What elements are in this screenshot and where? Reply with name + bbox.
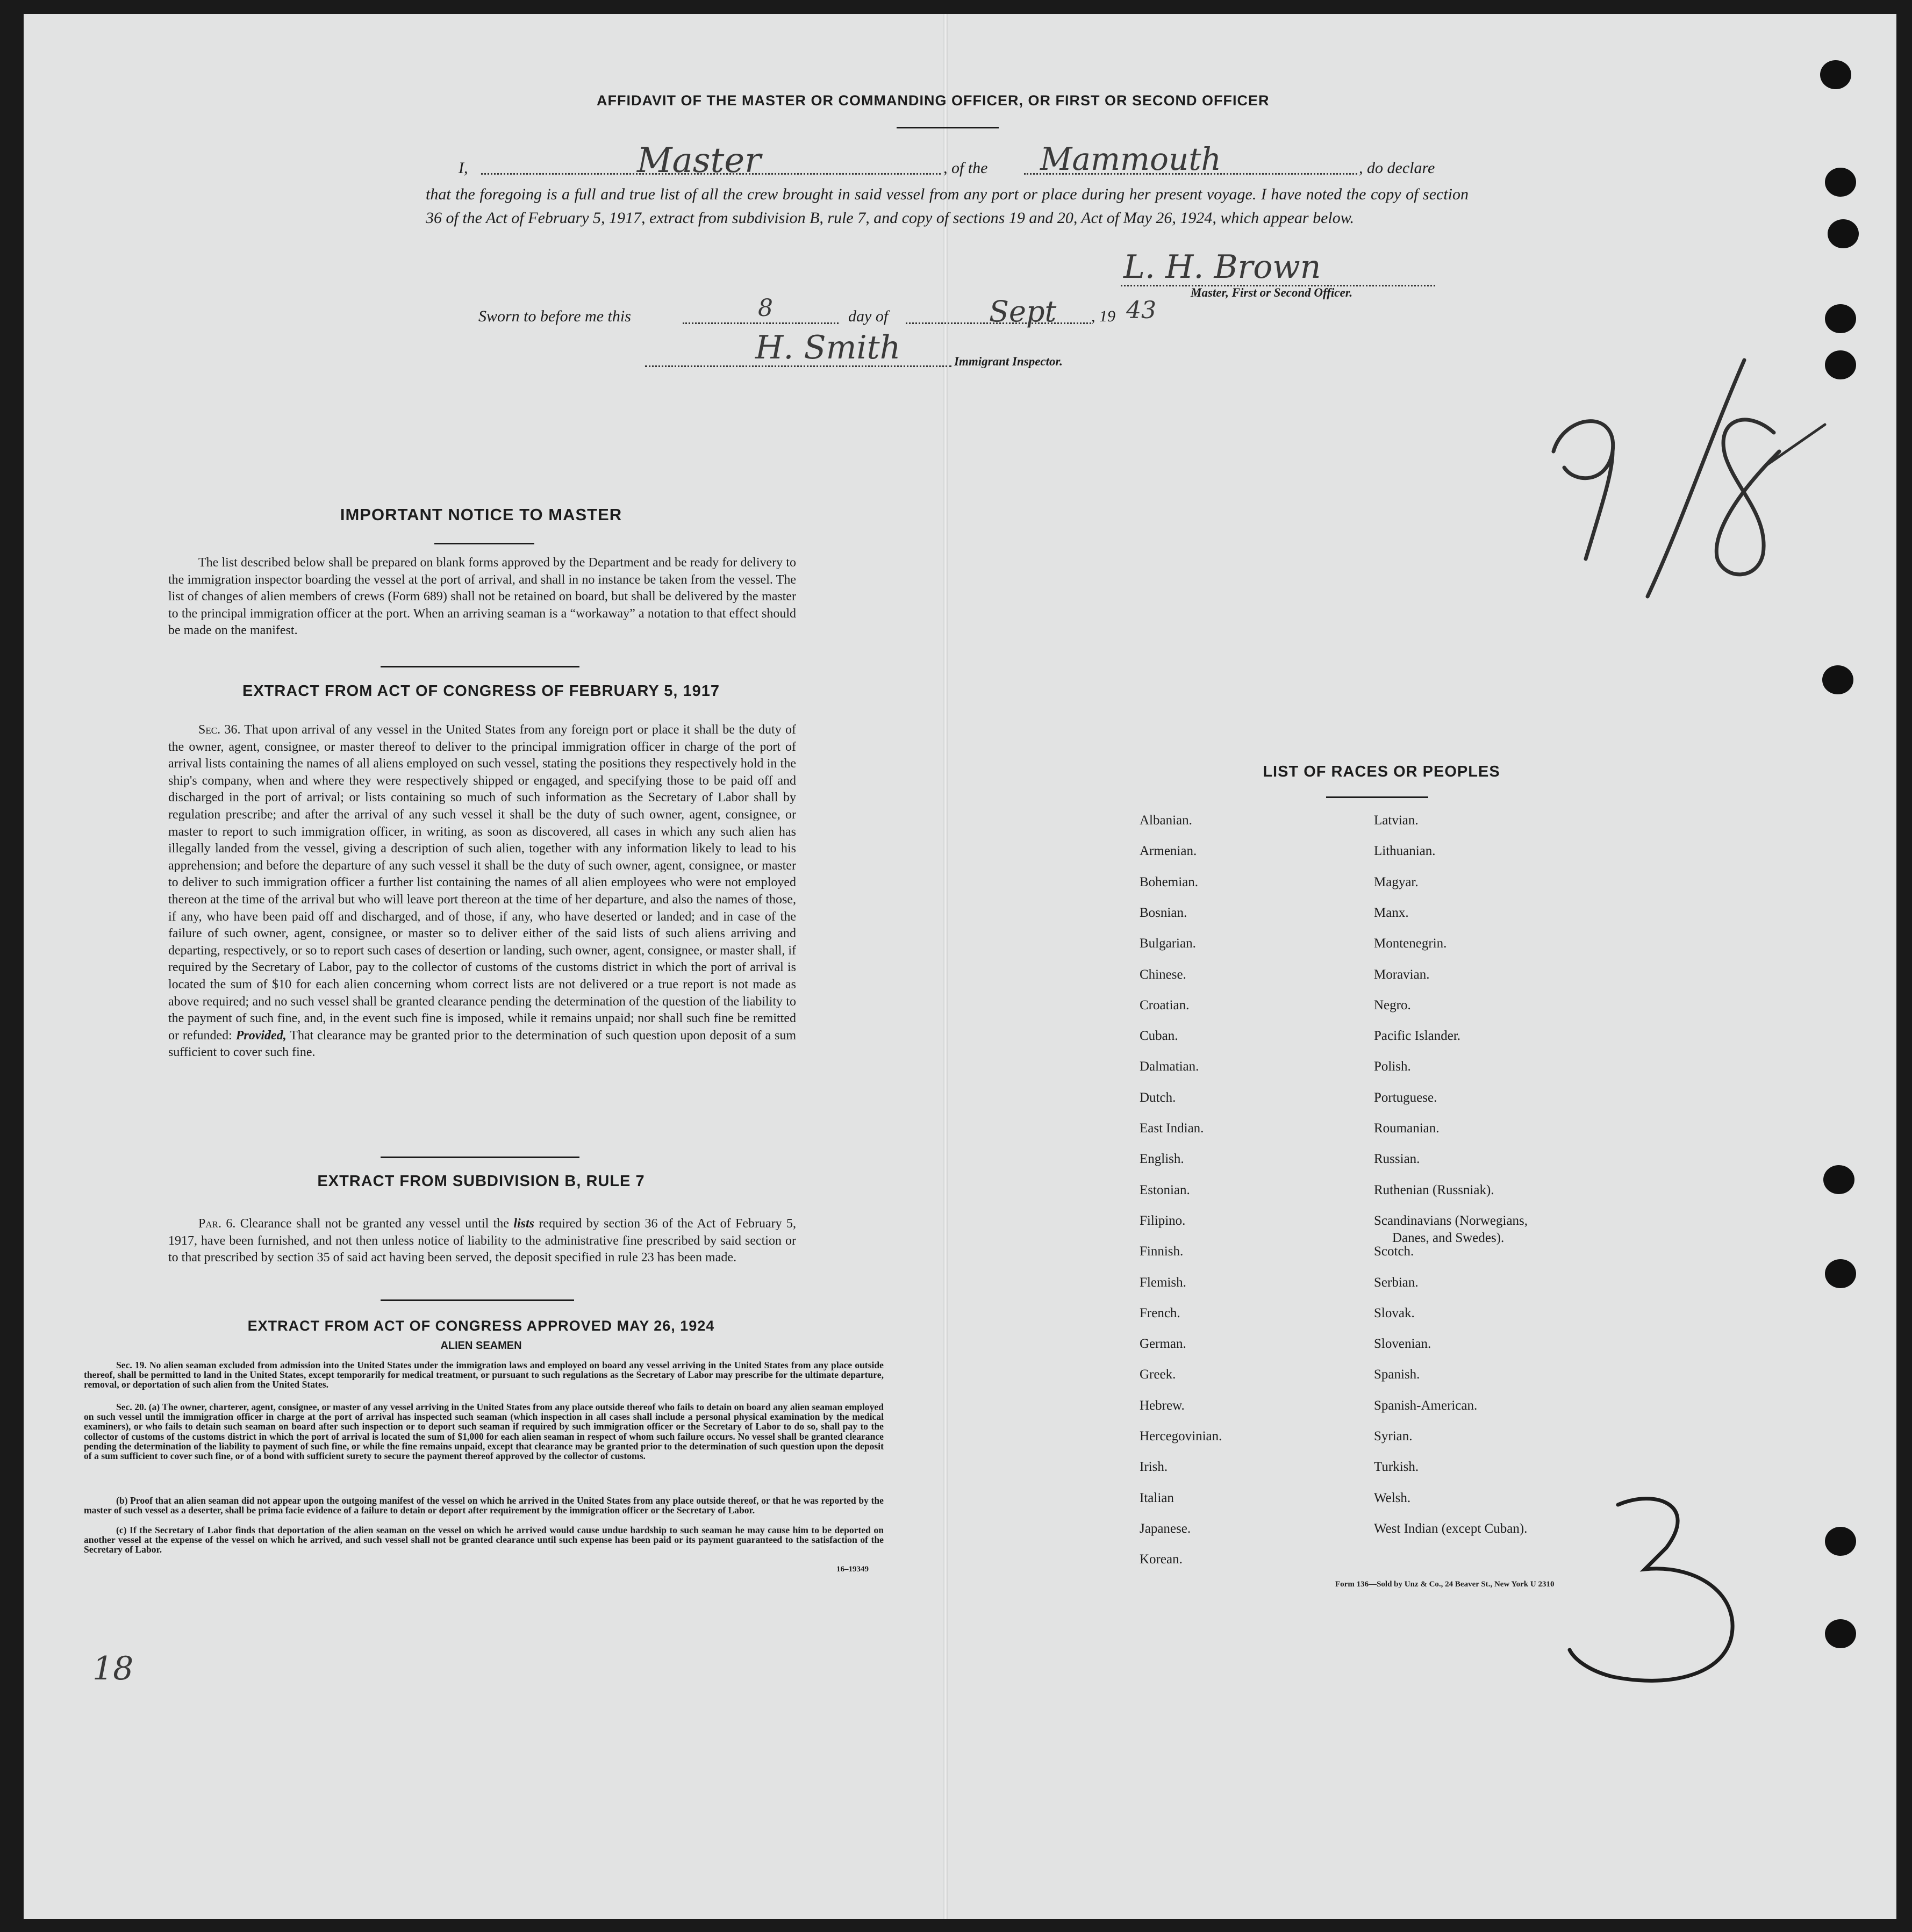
races-title-rule (1326, 796, 1428, 798)
sworn-day: 8 (758, 295, 773, 322)
races-title: LIST OF RACES OR PEOPLES (1263, 763, 1500, 780)
race-item: Italian (1140, 1490, 1174, 1505)
race-item: Japanese. (1140, 1521, 1191, 1536)
extract-1917-bottom-rule (381, 1157, 579, 1158)
affidavit-title: AFFIDAVIT OF THE MASTER OR COMMANDING OFFICER, OR FIRST OR SECOND OFFICER (597, 92, 1270, 109)
race-item: Irish. (1140, 1460, 1168, 1475)
of-the-label: , of the (943, 159, 988, 177)
date-mark (1532, 344, 1828, 623)
race-item: Welsh. (1374, 1490, 1411, 1505)
race-item: Filipino. (1140, 1213, 1186, 1228)
race-item: Manx. (1374, 905, 1409, 920)
race-item: Ruthenian (Russniak). (1374, 1182, 1494, 1197)
punch-hole (1825, 304, 1856, 333)
page-number-text (0, 0, 1, 1)
race-item: Russian. (1374, 1152, 1420, 1167)
race-item: Armenian. (1140, 844, 1197, 859)
race-item: Cuban. (1140, 1029, 1178, 1044)
corner-number: 18 (92, 1650, 134, 1687)
race-item: Polish. (1374, 1059, 1411, 1074)
race-item: West Indian (except Cuban). (1374, 1521, 1528, 1536)
race-item: Magyar. (1374, 874, 1419, 889)
notice-text: The list described below shall be prepared on blank forms approved by the Department and be ready for delivery to the immigration inspector boarding the vessel at the port of arrival, and shall in no instance be taken from the vessel. The list of changes of alien members of crews (Form 689) shall not be retained on board, but shall be delivered by the master to the principal immigration officer at the port. When an arriving seaman is a “workaway” a notation to that effect should be made on the manifest. (168, 556, 796, 638)
extract-1924-sec20a: Sec. 20. (a) The owner, charterer, agent, consignee, or master of any vessel arriving in the United States from any place outside thereof who fails to detain on board any alien seaman employed on such vessel until the immigration officer in charge at the port of arrival has inspected such seaman (which inspection in all cases shall include a personal physical examination by the medical examiners), or who fails to detain such seaman on board after such inspection or to deport such seaman if required by such immigration officer or the Secretary of Labor to do so, shall pay to the collector of customs of the customs district in which the port of arrival is located the sum of $1,000 for each alien seaman in respect of whom such failure occurs. No vessel shall be granted clearance pending the determination of the liability to payment of such fine, or while the fine remains unpaid, except that clearance may be granted prior to the determination of such question upon the deposit of a sum sufficient to cover such fine, or of a bond with sufficient surety to secure the payment thereof approved by the collector of customs. (84, 1402, 884, 1462)
extract-1924-sec20b: (b) Proof that an alien seaman did not appear upon the outgoing manifest of the vessel on which he arrived in the United States from any place outside thereof, or that he was reported by the master of such vessel as a deserter, shall be prima facie evidence of a failure to detain or deport after requirement by the immigration officer or the Secretary of Labor. (84, 1495, 884, 1516)
punch-hole (1820, 60, 1851, 89)
extract-1917-proviso-text: That clearance may be granted prior to the determination of such question upon deposit of a sum sufficient to cover such fine. (168, 1028, 797, 1060)
race-item: Pacific Islander. (1374, 1029, 1461, 1044)
vessel-name: Mammouth (1040, 141, 1221, 177)
race-item: Roumanian. (1374, 1121, 1440, 1136)
race-item: Hebrew. (1140, 1398, 1185, 1413)
punch-hole (1825, 168, 1856, 197)
notice-title: IMPORTANT NOTICE TO MASTER (340, 505, 622, 524)
race-item: Bulgarian. (1140, 936, 1196, 951)
extract-rule7-text-b: required by section 36 of the Act of February 5, 1917, have been furnished, and not then unless notice of liability to the administrative fine prescribed by said section or to that prescribed by section 35 of said act having been served, the deposit specified in rule 23 has been made. (168, 1217, 797, 1265)
race-item: Danes, and Swedes). (1392, 1230, 1505, 1245)
sworn-month: Sept (989, 295, 1057, 328)
race-item: Bohemian. (1140, 874, 1199, 889)
notice-title-rule (434, 543, 534, 544)
extract-1917-body: That upon arrival of any vessel in the United States from any foreign port or place it shall be the duty of the owner, agent, consignee, or master thereof to deliver to the principal immigration officer in charge of the port of arrival lists containing the names of all aliens employed on such vessel, stating the positions they respectively hold in the ship's company, when and where they were respectively shipped or engaged, and specifying those to be paid off and discharged in the port of arrival; or lists containing so much of such information as the Secretary of Labor shall by regulation prescribe; and after the arrival of any such vessel it shall be the duty of such owner, agent, consignee, or master to report to such immigration officer, in writing, as soon as discovered, all cases in which any such alien has illegally landed from the vessel, giving a description of such alien, together with any information likely to lead to his apprehension; and before the departure of any such vessel it shall be the duty of such owner, agent, consignee, or master to deliver to such immigration officer a further list containing the names of all alien employees who were not employed thereon at the time of the arrival but who will leave port thereon at the time of her departure, and also the names of those, if any, who have been paid off and discharged, and of those, if any, who have deserted or landed; and in case of the failure of such owner, agent, consignee, or master so to deliver either of the said lists of such aliens arriving and departing, respectively, or so to report such cases of desertion or landing, such owner, agent, consignee, or master shall, if required by the Secretary of Labor, pay to the collector of customs of the customs district in which the port of arrival is located the sum of $10 for each alien concerning whom correct lists are not delivered or a true report is not made as above required; and no such vessel shall be granted clearance pending the determination of the question of the liability to the payment of such fine, and, in the event such fine is imposed, while it remains unpaid; nor shall such fine be remitted or refunded: (168, 723, 796, 1043)
race-item: Dutch. (1140, 1090, 1176, 1105)
extract-1924-sec20c: (c) If the Secretary of Labor finds that deportation of the alien seaman on the vessel on which he arrived would cause undue hardship to such seaman he may cause him to be deported on another vessel at the expense of the vessel on which he arrived, and such vessel shall not be granted clearance until such expense has been paid or its payment guaranteed to the satisfaction of the Secretary of Labor. (84, 1525, 884, 1555)
race-item: English. (1140, 1152, 1184, 1167)
race-item: Serbian. (1374, 1275, 1419, 1290)
punch-hole (1823, 1165, 1854, 1194)
punch-hole (1825, 350, 1856, 379)
race-item: Scandinavians (Norwegians, (1374, 1213, 1528, 1228)
race-item: Lithuanian. (1374, 844, 1436, 859)
race-item: Negro. (1374, 997, 1411, 1012)
punch-hole (1825, 1259, 1856, 1288)
race-item: Slovak. (1374, 1305, 1415, 1320)
punch-hole (1822, 665, 1853, 694)
punch-hole (1828, 219, 1859, 248)
master-name: Master (637, 141, 761, 181)
extract-1917-section: Sec. 36. (198, 723, 241, 737)
race-item: Spanish-American. (1374, 1398, 1478, 1413)
signer-title: Master, First or Second Officer. (1191, 286, 1353, 299)
extract-1917-title: EXTRACT FROM ACT OF CONGRESS OF FEBRUARY 5, 1917 (242, 683, 720, 700)
year-suffix: 43 (1126, 297, 1156, 324)
race-item: East Indian. (1140, 1121, 1204, 1136)
page-number-mark (1559, 1489, 1795, 1693)
race-item: Moravian. (1374, 967, 1430, 982)
extract-rule7-lists-word: lists (513, 1217, 535, 1231)
race-item: Latvian. (1374, 813, 1419, 828)
notice-bottom-rule (381, 666, 579, 667)
race-item: Chinese. (1140, 967, 1186, 982)
extract-1924-title: EXTRACT FROM ACT OF CONGRESS APPROVED MAY 26, 1924 (247, 1318, 715, 1334)
year-prefix: , 19 (1091, 307, 1115, 325)
extract-1924-code: 16–19349 (836, 1565, 869, 1574)
form-footer: Form 136—Sold by Unz & Co., 24 Beaver St., New York U 2310 (1335, 1580, 1555, 1589)
sworn-label: Sworn to before me this (478, 307, 631, 325)
punch-hole (1825, 1527, 1856, 1556)
affidavit-statement: that the foregoing is a full and true list of all the crew brought in said vessel from any port or place during her present voyage. I have noted the copy of section 36 of the Act of February 5, 1917, extract from subdivision B, rule 7, and copy of sections 19 and 20, Act of May 26, 1924, which appear below. (426, 185, 1469, 227)
race-item: Dalmatian. (1140, 1059, 1199, 1074)
race-item: German. (1140, 1337, 1186, 1352)
race-item: Croatian. (1140, 997, 1190, 1012)
race-item: Syrian. (1374, 1429, 1413, 1443)
race-item: Finnish. (1140, 1244, 1184, 1259)
race-item: Albanian. (1140, 813, 1192, 828)
sworn-day-line (683, 322, 839, 324)
affidavit-title-rule (897, 127, 999, 128)
race-item: Bosnian. (1140, 905, 1187, 920)
race-item: Estonian. (1140, 1182, 1190, 1197)
race-item: Hercegovinian. (1140, 1429, 1222, 1443)
inspector-signature: H. Smith (755, 329, 901, 367)
day-of-label: day of (848, 307, 889, 325)
master-signature: L. H. Brown (1123, 248, 1321, 286)
race-item: Montenegrin. (1374, 936, 1447, 951)
race-item: French. (1140, 1305, 1180, 1320)
race-item: Scotch. (1374, 1244, 1414, 1259)
extract-1924-subtitle: ALIEN SEAMEN (440, 1340, 522, 1352)
race-item: Greek. (1140, 1367, 1176, 1382)
extract-rule7-text (168, 1216, 796, 1267)
page-fold (943, 14, 948, 1919)
race-item: Spanish. (1374, 1367, 1420, 1382)
race-item: Flemish. (1140, 1275, 1186, 1290)
inspector-label: Immigrant Inspector. (954, 355, 1063, 368)
extract-1917-text (168, 722, 796, 1061)
extract-rule7-bottom-rule (381, 1299, 574, 1301)
punch-hole (1825, 1619, 1856, 1648)
do-declare-label: , do declare (1359, 159, 1435, 177)
extract-rule7-title: EXTRACT FROM SUBDIVISION B, RULE 7 (317, 1173, 645, 1190)
race-item: Slovenian. (1374, 1337, 1431, 1352)
extract-rule7-text-a: Clearance shall not be granted any vessel until the (240, 1217, 509, 1231)
race-item: Turkish. (1374, 1460, 1419, 1475)
extract-rule7-par: Par. 6. (198, 1217, 236, 1231)
race-item: Portuguese. (1374, 1090, 1437, 1105)
affidavit-i-label: I, (459, 159, 468, 177)
extract-1917-proviso-word: Provided, (235, 1028, 287, 1043)
race-item: Korean. (1140, 1552, 1183, 1567)
extract-1924-sec19: Sec. 19. No alien seaman excluded from admission into the United States under the immigration laws and employed on board any vessel arriving in the United States from any place outside thereof, shall be permitted to land in the United States, except temporarily for medical treatment, or pursuant to such regulations as the Secretary of Labor may prescribe for the ultimate departure, removal, or deportation of such alien from the United States. (84, 1360, 884, 1390)
